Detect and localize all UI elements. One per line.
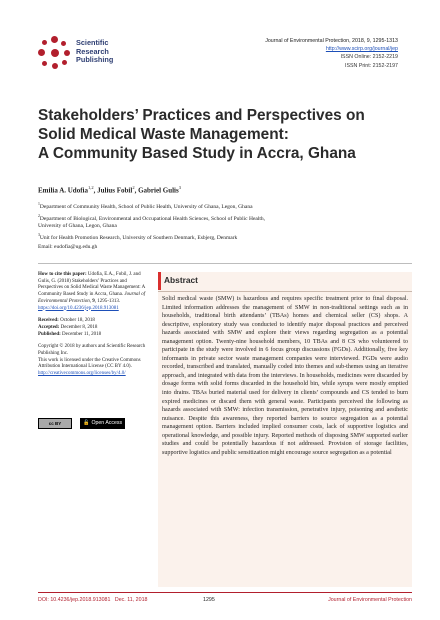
license-badges [38, 418, 148, 430]
abstract-heading: Abstract [164, 275, 198, 285]
copyright-notice: Copyright © 2018 by authors and Scientific Research Publishing Inc. This work is licensed under the Creative Commons Attribution International License (CC BY 4.0). http://creativecommons.org/licenses/by/4.0/ [38, 344, 150, 378]
abstract-accent-bar [158, 272, 161, 290]
author-list: Emilia A. Udofia$^{1,2}$, Julius Fobil$^2$, Gabriel Gulis$^3$ [38, 185, 181, 195]
how-to-cite: How to cite this paper: Udofia, E.A., Fobil, J. and Gulis, G. (2018) Stakeholders’ Practices and Perspectives on Solid Medical Waste Management: A Community Based Study in Accra, Ghana. Journal of Environmental Protection, 9, 1295-1313. https://doi.org/10.4236/jep.2018.913081 [38, 272, 150, 312]
issn-print: ISSN Print: 2152-2197 [345, 62, 398, 69]
affiliation: $^2$Department of Biological, Environmental and Occupational Health Sciences, School of Public Health, [38, 213, 266, 222]
corresponding-email: Email: eudofia@ug.edu.gh [38, 243, 98, 250]
open-lock-icon: 🔓 [83, 420, 90, 426]
author-name: Julius Fobil [97, 186, 133, 195]
publisher-name: Scientific Research Publishing [76, 38, 114, 65]
article-sidebar [38, 272, 150, 378]
footer-doi-link[interactable]: DOI: 10.4236/jep.2018.913081 [38, 597, 111, 603]
license-link[interactable]: http://creativecommons.org/licenses/by/4.0/ [38, 371, 126, 377]
citation-doi-link[interactable]: https://doi.org/10.4236/jep.2018.913081 [38, 305, 119, 311]
author-name: Gabriel Gulis [138, 186, 179, 195]
header-divider [38, 263, 412, 264]
abstract-body: Solid medical waste (SMW) is hazardous and requires specific treatment prior to final disposal. Limited information addresses the management of SMW in non-traditional settings such as in households, traditional birth attendants’ (TBAs) homes and chemical seller (CS) shops. A descriptive, exploratory study was conducted to identify major disposal practices and perceived hazards associated with SMW and explore their views regarding segregation as a potential management option. Twenty-nine household members, 10 TBAs and 8 CS who volunteered to participate in the study were involved in 6 focus group discussions (FGDs). Additionally, five key informants in private sector waste management companies were interviewed. FGDs were audio recorded, transcribed and translated, manually coded into themes and sub-themes using an iterative approach, and integrated with data from the interviews. In households, medicines were discarded by dosage forms with solid forms discarded in the household bin, while syrups were mostly emptied into drains. TBAs buried material used for delivery in clients’ compounds and CS tended to burn expired medicines or discard them with general waste. Participants perceived the following as hazards associated with SMW: infection transmission, penetrative injury, poisoning and aesthetic nuisance. Despite this awareness, they reported barriers to source segregation as a potential management option. Barriers included implied consumer costs, lack of supportive logistics and operational knowledge, and possible injury. Reported methods of disposing SMW supported earlier studies and could be potentially hazardous if not addressed. Provision of storage facilities, supportive logistics and public sensitization might encourage source segregation as a potential [162, 296, 408, 456]
affiliation: University of Ghana, Legon, Ghana [38, 222, 117, 229]
footer-doi-date: DOI: 10.4236/jep.2018.913081 Dec. 11, 2018 [38, 597, 148, 603]
author-name: Emilia A. Udofia [38, 186, 88, 195]
affiliations [38, 201, 338, 251]
cc-by-badge-icon[interactable]: cc BY [38, 418, 72, 429]
issn-online: ISSN Online: 2152-2219 [340, 54, 398, 61]
page-number: 1295 [203, 597, 215, 603]
journal-info [198, 37, 398, 70]
affiliation: $^1$Department of Community Health, School of Public Health, University of Ghana, Legon, Ghana [38, 202, 253, 210]
abstract-divider [158, 291, 412, 292]
publisher-logo-icon [38, 36, 72, 70]
publisher-logo [38, 36, 150, 70]
journal-citation: Journal of Environmental Protection, 2018, 9, 1295-1313 [265, 38, 398, 44]
footer-journal: Journal of Environmental Protection [328, 597, 412, 603]
article-title: Stakeholders’ Practices and Perspectives on Solid Medical Waste Management: A Community Based Study in Accra, Ghana [38, 107, 365, 162]
journal-url-link[interactable]: http://www.scirp.org/journal/jep [325, 46, 398, 53]
open-access-badge: 🔓 Open Access [80, 418, 125, 429]
footer-divider [38, 592, 412, 593]
article-dates: Received: October 18, 2018 Accepted: December 8, 2018 Published: December 11, 2018 [38, 318, 102, 337]
affiliation: $^3$Unit for Health Promotion Research, University of Southern Denmark, Esbjerg, Denmark [38, 232, 238, 241]
abstract-panel [158, 272, 412, 587]
